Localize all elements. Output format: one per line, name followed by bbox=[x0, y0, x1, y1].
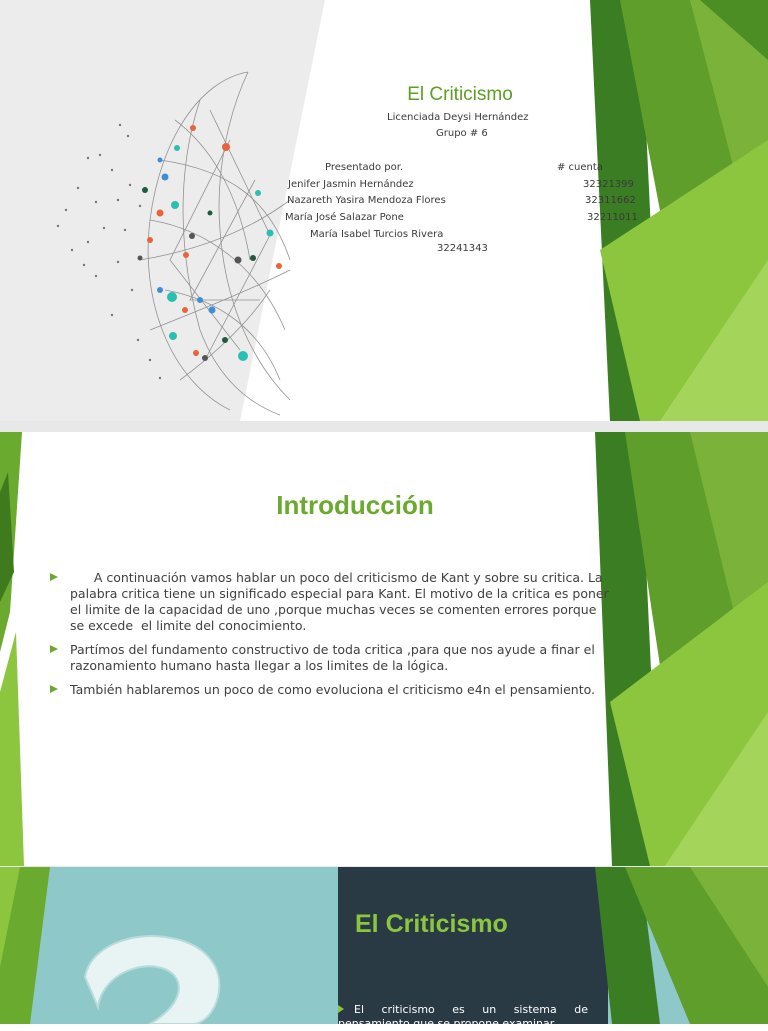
bullet-arrow-icon bbox=[50, 573, 58, 581]
student-account: 32311662 bbox=[585, 195, 636, 206]
slide-paragraph bbox=[338, 1003, 588, 1031]
green-shards-right bbox=[595, 432, 768, 866]
bullet-text: También hablaremos un poco de como evoluciona el criticismo e4n el pensamiento. bbox=[70, 682, 596, 697]
dark-text-panel bbox=[338, 867, 608, 1024]
question-mark-graphic bbox=[85, 936, 219, 1024]
student-account: 32241343 bbox=[437, 243, 488, 254]
bullet-text: A continuación vamos hablar un poco del criticismo de Kant y sobre su critica. La palabra critica tiene un significado especial para Kant. El motivo de la critica es poner el limite de la capacidad de uno ,porque muchas veces se comenten errores porque se excede el limite del conocimiento. bbox=[70, 570, 613, 633]
bullet-list bbox=[48, 570, 613, 706]
student-account: 32321399 bbox=[583, 179, 634, 190]
slide-title bbox=[0, 0, 768, 421]
bullet-item bbox=[48, 682, 613, 698]
green-shards-right bbox=[590, 0, 768, 421]
student-name: Jenifer Jasmin Hernández bbox=[288, 179, 414, 190]
student-name: Nazareth Yasira Mendoza Flores bbox=[287, 195, 446, 206]
green-shards-right bbox=[595, 867, 768, 1024]
slide3-background-art bbox=[0, 867, 768, 1024]
slide-divider bbox=[0, 421, 768, 432]
group-number: Grupo # 6 bbox=[436, 128, 488, 139]
slide-criticismo bbox=[0, 867, 768, 1024]
gray-panel bbox=[0, 0, 325, 421]
bullet-item bbox=[48, 642, 613, 674]
professor-name: Licenciada Deysi Hernández bbox=[387, 112, 529, 123]
bullet-arrow-icon bbox=[50, 685, 58, 693]
paragraph-text: El criticismo es un sistema de pensamiento que se propone examinar bbox=[338, 1003, 588, 1030]
student-name: María Isabel Turcios Rivera bbox=[310, 229, 444, 240]
student-name: María José Salazar Pone bbox=[285, 212, 404, 223]
presentation-title: El Criticismo bbox=[407, 84, 513, 105]
bullet-arrow-icon bbox=[338, 1005, 344, 1013]
slide1-background-art bbox=[0, 0, 768, 421]
bullet-item bbox=[48, 570, 613, 634]
slide-title: El Criticismo bbox=[355, 910, 508, 938]
slide-title: Introducción bbox=[276, 490, 434, 520]
green-shards-left bbox=[0, 432, 24, 866]
presented-by-label: Presentado por. bbox=[325, 162, 404, 173]
bullet-arrow-icon bbox=[50, 645, 58, 653]
account-label: # cuenta bbox=[557, 162, 603, 173]
bullet-text: Partímos del fundamento constructivo de toda critica ,para que nos ayude a finar el razonamiento humano hasta llegar a los limites de la lógica. bbox=[70, 642, 595, 673]
student-account: 32211011 bbox=[587, 212, 638, 223]
